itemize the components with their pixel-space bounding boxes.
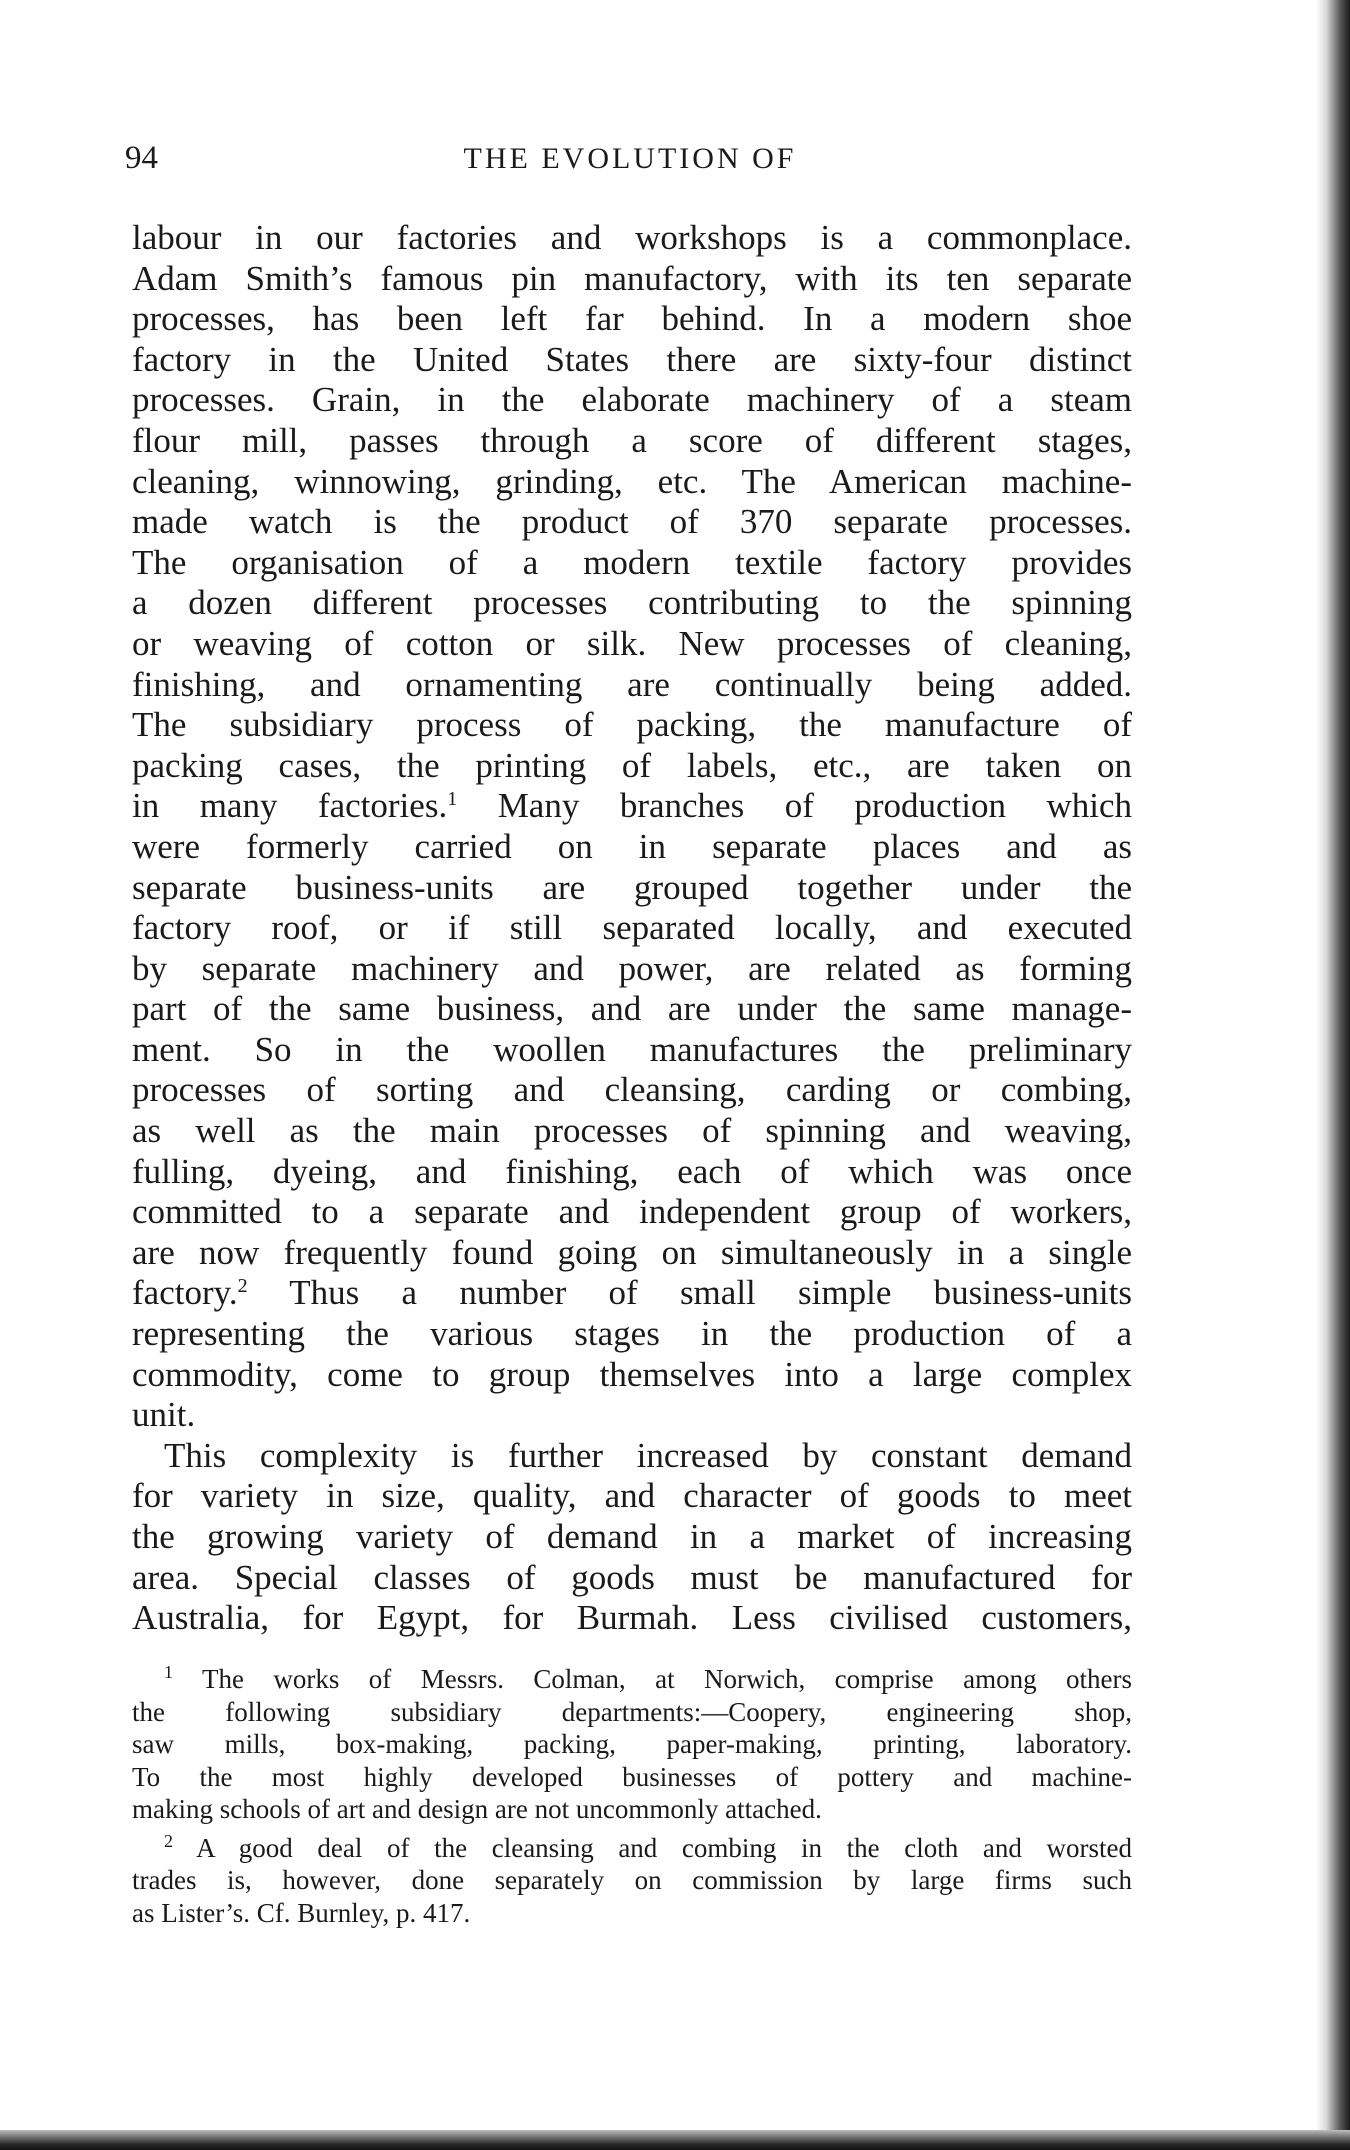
footnote-2-line	[132, 1832, 1132, 1865]
text-fragment: Many branches of production which	[457, 786, 1132, 826]
text-line: The subsidiary process of packing, the manufacture of	[132, 705, 1132, 745]
text-line: a dozen different processes contributing to the spinning	[132, 583, 1132, 623]
page-number: 94	[125, 140, 158, 176]
footnote-2-line: trades is, however, done separately on commission by large firms such	[132, 1865, 1132, 1895]
footnote-1-line: the following subsidiary departments:—Coopery, engineering shop,	[132, 1696, 1132, 1727]
text-line: are now frequently found going on simultaneously in a single	[132, 1232, 1132, 1272]
footnote-marker-1: 1	[164, 1662, 173, 1682]
text-fragment: in many factories.	[132, 786, 448, 826]
text-line: for variety in size, quality, and character of goods to meet	[132, 1476, 1132, 1516]
text-line: cleaning, winnowing, grinding, etc. The American machine-	[132, 461, 1132, 501]
text-line: or weaving of cotton or silk. New processes of cleaning,	[132, 623, 1132, 663]
text-line: committed to a separate and independent group of workers,	[132, 1192, 1132, 1232]
text-line: were formerly carried on in separate places and as	[132, 826, 1132, 866]
text-line: made watch is the product of 370 separate processes.	[132, 502, 1132, 542]
text-line: finishing, and ornamenting are continually being added.	[132, 664, 1132, 704]
running-title: THE EVOLUTION OF	[463, 142, 797, 175]
footnotes	[132, 1663, 1132, 1929]
footnote-1-line: saw mills, box-making, packing, paper-making, printing, laboratory.	[132, 1729, 1132, 1759]
page-header	[125, 140, 1135, 184]
footnote-1-line: making schools of art and design are not uncommonly attached.	[132, 1794, 822, 1824]
footnote-reference-1: 1	[447, 788, 458, 811]
text-line-with-note	[132, 1273, 1132, 1314]
text-line: This complexity is further increased by constant demand	[164, 1435, 1132, 1475]
footnote-text: A good deal of the cleansing and combing in the cloth and worsted	[173, 1832, 1132, 1863]
text-line: unit.	[132, 1395, 196, 1435]
text-line: processes. Grain, in the elaborate machinery of a steam	[132, 380, 1132, 420]
text-line: labour in our factories and workshops is a commonplace.	[132, 218, 1132, 257]
text-line: representing the various stages in the production of a	[132, 1314, 1132, 1354]
text-line: Australia, for Egypt, for Burmah. Less civilised customers,	[132, 1598, 1132, 1638]
text-line: as well as the main processes of spinning and weaving,	[132, 1111, 1132, 1151]
text-line: factory in the United States there are sixty-four distinct	[132, 339, 1132, 379]
text-line: area. Special classes of goods must be manufactured for	[132, 1557, 1132, 1597]
page-edge-shadow	[1316, 0, 1350, 2150]
text-line: fulling, dyeing, and finishing, each of which was once	[132, 1151, 1132, 1191]
text-line: flour mill, passes through a score of different stages,	[132, 420, 1132, 460]
text-line: by separate machinery and power, are related as forming	[132, 948, 1132, 988]
text-fragment: factory.	[132, 1273, 238, 1313]
text-line: factory roof, or if still separated locally, and executed	[132, 908, 1132, 948]
text-line: the growing variety of demand in a market of increasing	[132, 1517, 1132, 1556]
text-line: separate business-units are grouped together under the	[132, 867, 1132, 907]
footnote-reference-2: 2	[237, 1275, 248, 1298]
text-line: processes of sorting and cleansing, carding or combing,	[132, 1070, 1132, 1110]
footnote-text: The works of Messrs. Colman, at Norwich, comprise among others	[173, 1664, 1132, 1694]
page-bottom-edge	[0, 2130, 1350, 2150]
footnote-marker-2: 2	[164, 1830, 173, 1851]
text-line: part of the same business, and are under the same manage-	[132, 989, 1132, 1029]
text-line: The organisation of a modern textile factory provides	[132, 542, 1132, 582]
footnote-1-line: To the most highly developed businesses of pottery and machine-	[132, 1761, 1132, 1792]
text-line: commodity, come to group themselves into a large complex	[132, 1354, 1132, 1394]
main-text	[132, 218, 1132, 1639]
text-line: processes, has been left far behind. In a modern shoe	[132, 299, 1132, 339]
text-line: Adam Smith’s famous pin manufactory, with its ten separate	[132, 258, 1132, 298]
text-line-with-note	[132, 786, 1132, 827]
footnote-2-line: as Lister’s. Cf. Burnley, p. 417.	[132, 1897, 471, 1928]
footnote-1-line	[132, 1663, 1132, 1696]
text-line: ment. So in the woollen manufactures the preliminary	[132, 1029, 1132, 1069]
text-line: packing cases, the printing of labels, etc., are taken on	[132, 745, 1132, 785]
text-fragment: Thus a number of small simple business-units	[247, 1273, 1132, 1313]
